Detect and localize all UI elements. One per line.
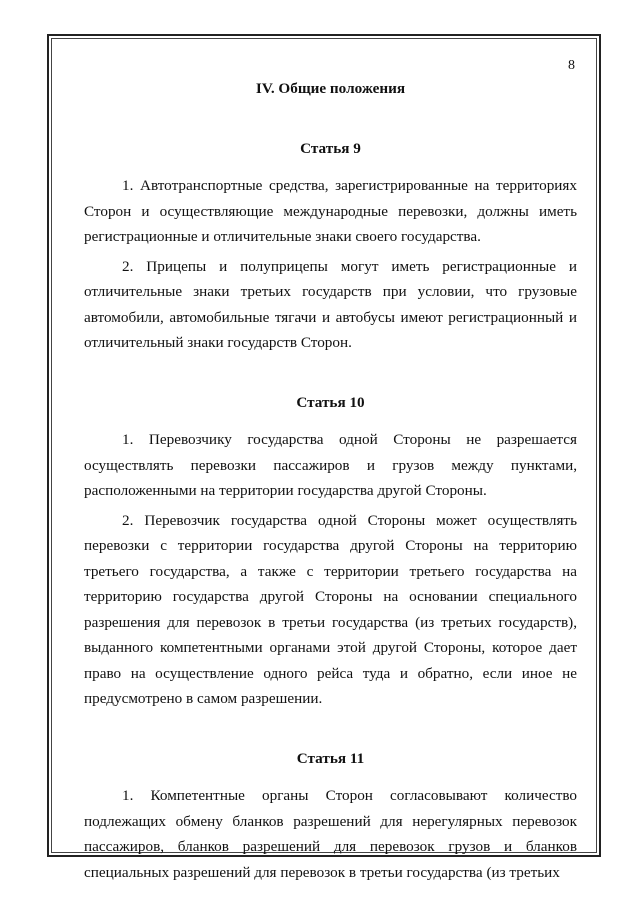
article-title: Статья 10 (296, 393, 365, 411)
section-title: IV. Общие положения (255, 80, 406, 97)
article-11 (84, 746, 577, 886)
article-paragraph: 1. Перевозчику государства одной Стороны не разрешается осуществлять перевозки пассажиров и грузов между пунктами, расположенными на территории государства другой Стороны. (84, 431, 577, 499)
page-number: 8 (568, 58, 575, 73)
article-paragraph: 1. Компетентные органы Сторон согласовывают количество подлежащих обмену бланков разрешений для нерегулярных перевозок пассажиров, бланков разрешений для перевозок грузов и бланков специальных разрешений для перевозок в третьи государства (из третьих (84, 787, 577, 881)
article-title: Статья 11 (296, 749, 365, 767)
article-paragraph: 2. Прицепы и полуприцепы могут иметь регистрационные и отличительные знаки третьих государств при условии, что грузовые автомобили, автомобильные тягачи и автобусы имеют регистрационный и отличительный знаки государств Сторон. (84, 257, 577, 351)
article-10 (84, 390, 577, 712)
article-paragraph: 1. Автотранспортные средства, зарегистрированные на территориях Сторон и осуществляющие международные перевозки, должны иметь регистрационные и отличительные знаки своего государства. (84, 177, 577, 245)
article-title: Статья 9 (300, 139, 361, 157)
article-9 (84, 136, 577, 356)
article-paragraph: 2. Перевозчик государства одной Стороны может осуществлять перевозки с территории государства другой Стороны на территорию третьего государства, а также с территории третьего государства на территорию государства другой Стороны на основании специального разрешения для перевозок в третьи государства (из третьих государств), выданного компетентными органами этой другой Стороны, которое дает право на осуществление одного рейса туда и обратно, если иное не предусмотрено в самом разрешении. (84, 511, 577, 707)
document-body (84, 70, 577, 889)
